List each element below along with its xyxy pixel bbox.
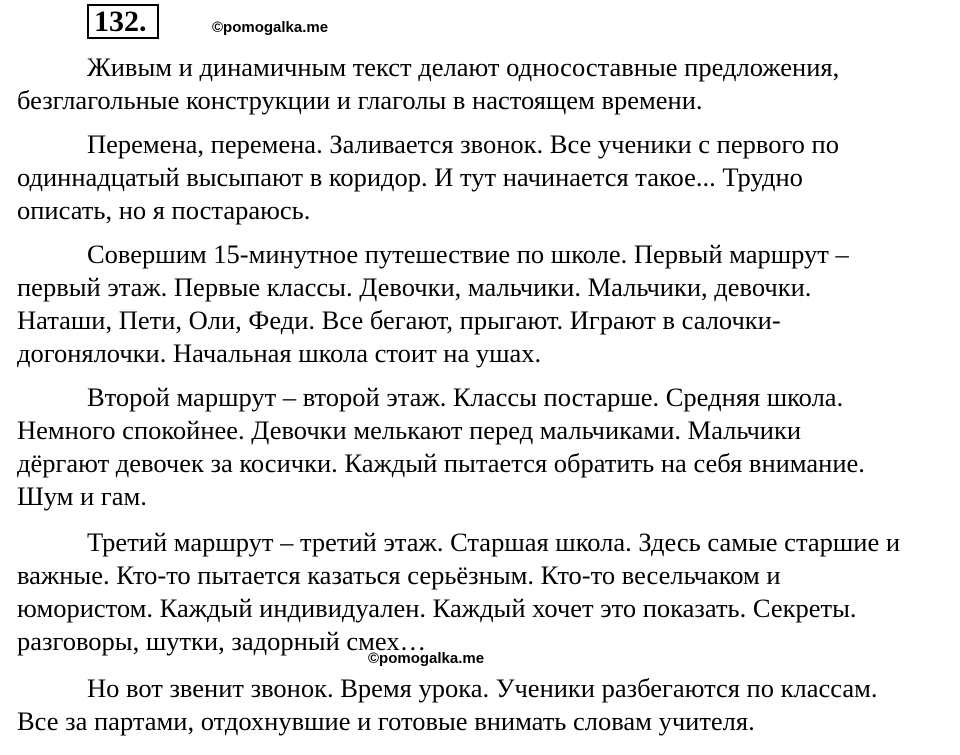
- paragraph-5: [17, 526, 900, 658]
- text-line: безглагольные конструкции и глаголы в настоящем времени.: [17, 85, 703, 115]
- text-line: Немного спокойнее. Девочки мелькают перед мальчиками. Мальчики: [17, 415, 802, 445]
- text-line: Второй маршрут – второй этаж. Классы постарше. Средняя школа.: [87, 382, 844, 412]
- text-line: дёргают девочек за косички. Каждый пытается обратить на себя внимание.: [17, 448, 865, 478]
- text-line: первый этаж. Первые классы. Девочки, мальчики. Мальчики, девочки.: [17, 272, 812, 302]
- text-line: Совершим 15-минутное путешествие по школе. Первый маршрут –: [87, 239, 849, 269]
- paragraph-4: [17, 381, 865, 513]
- paragraph-2: [17, 128, 839, 227]
- paragraph-6: [17, 672, 877, 738]
- paragraph-3: [17, 238, 849, 370]
- text-line: Но вот звенит звонок. Время урока. Ученики разбегаются по классам.: [87, 673, 878, 703]
- text-line: Наташи, Пети, Оли, Феди. Все бегают, прыгают. Играют в салочки-: [17, 305, 781, 335]
- text-line: Все за партами, отдохнувшие и готовые внимать словам учителя.: [17, 706, 755, 736]
- exercise-number: 132.: [87, 4, 159, 39]
- watermark-top: ©pomogalka.me: [212, 19, 329, 36]
- text-line: разговоры, шутки, задорный смех…: [17, 626, 427, 656]
- text-line: описать, но я постараюсь.: [17, 195, 311, 225]
- text-line: Живым и динамичным текст делают односоставные предложения,: [87, 52, 840, 82]
- text-line: важные. Кто-то пытается казаться серьёзным. Кто-то весельчаком и: [17, 560, 781, 590]
- text-line: юмористом. Каждый индивидуален. Каждый хочет это показать. Секреты.: [17, 593, 857, 623]
- text-line: Перемена, перемена. Заливается звонок. Все ученики с первого по: [87, 129, 839, 159]
- text-line: Третий маршрут – третий этаж. Старшая школа. Здесь самые старшие и: [87, 527, 901, 557]
- paragraph-1: [17, 51, 839, 117]
- text-line: Шум и гам.: [17, 481, 147, 511]
- text-line: догонялочки. Начальная школа стоит на ушах.: [17, 338, 542, 368]
- watermark-middle: ©pomogalka.me: [368, 650, 485, 667]
- text-line: одиннадцатый высыпают в коридор. И тут начинается такое... Трудно: [17, 162, 803, 192]
